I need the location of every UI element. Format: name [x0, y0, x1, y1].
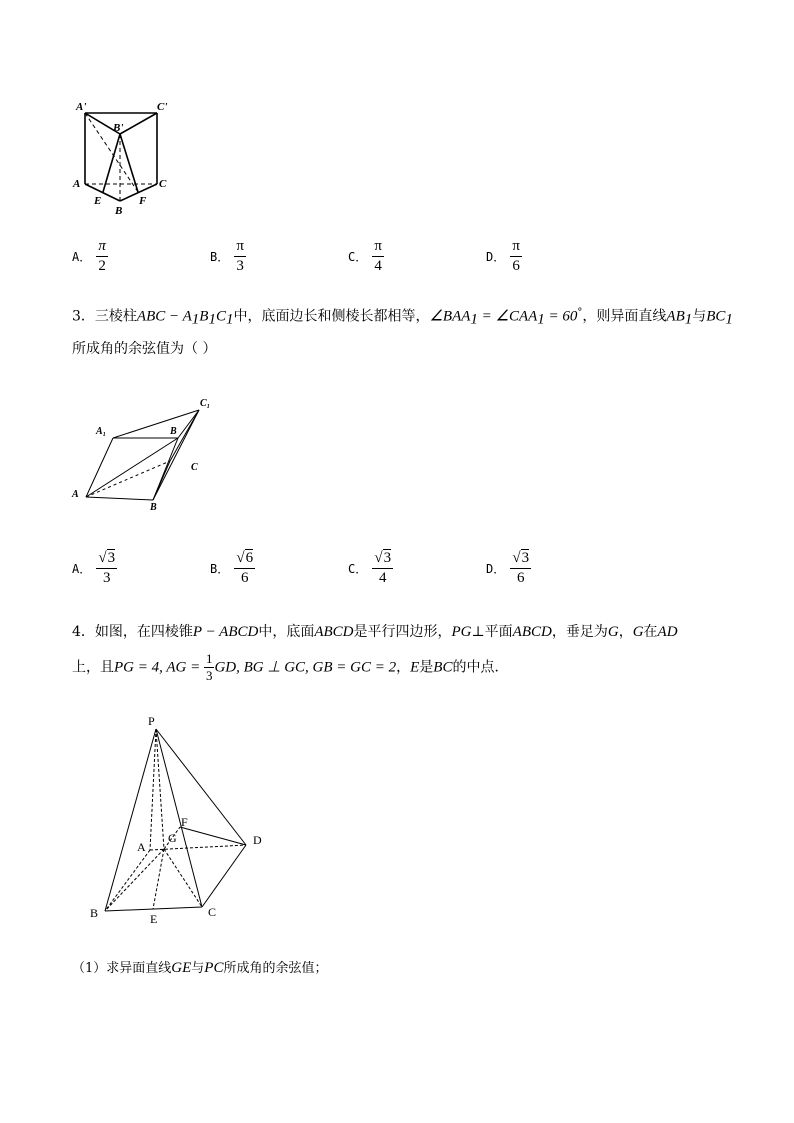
label-c-prime: C': [157, 101, 168, 113]
label-b: B: [115, 205, 123, 217]
q3-line2: 所成角的余弦值为（ ）: [72, 341, 217, 357]
label-a1: A₁: [96, 426, 107, 437]
label-b-prime: B': [113, 122, 124, 134]
label-c: C: [191, 462, 198, 473]
label-e: E: [94, 195, 102, 207]
label-c: C: [159, 178, 167, 190]
label-a: A: [72, 489, 79, 500]
label-e: E: [150, 912, 158, 926]
label-a: A: [73, 178, 81, 190]
q3-line1: 3．三棱柱ABC − $A_1B_1C_1$中，底面边长和侧棱长都相等，$\angle BAA_1$ = $\angle CAA_1 = 60^\circ$，则异面直线$AB_1$与$BC_1$: [72, 307, 733, 328]
q2-option-d: D． $\frac{\pi}{6}$: [486, 238, 520, 274]
q3-option-a: A． $\frac{√3}{3}$: [72, 550, 116, 586]
q4-subquestion-1: （1）求异面直线GE与PC所成角的余弦值；: [72, 960, 328, 976]
q3-option-c: C． $\frac{√3}{4}$: [348, 550, 392, 586]
q4-line2: 上，且PG = 4, AG = $\frac{1}{3}$ GD, BG ⊥ GC, GB = GC = 2，E是BC的中点．: [72, 651, 509, 683]
q2-option-b: B． $\frac{\pi}{3}$: [210, 238, 244, 274]
label-f: F: [139, 195, 147, 207]
q2-option-c: C． $\frac{\pi}{4}$: [348, 238, 382, 274]
label-b: B: [150, 502, 157, 513]
label-a: A: [137, 840, 146, 854]
label-c: C: [208, 905, 217, 919]
label-p: P: [148, 714, 155, 728]
q3-option-b: B． $\frac{√6}{6}$: [210, 550, 254, 586]
label-a-prime: A': [76, 101, 87, 113]
q2-option-a: A． $\frac{\pi}{2}$: [72, 238, 106, 274]
label-f: F: [181, 815, 188, 829]
label-b: B: [90, 906, 99, 920]
label-c1: C₁: [200, 398, 211, 409]
label-d: D: [253, 833, 262, 847]
label-g: G: [168, 831, 177, 845]
q4-line1: 4．如图，在四棱锥P − ABCD中，底面ABCD是平行四边形，PG⊥平面ABCD，垂足为G，G在AD: [72, 624, 678, 640]
label-b1: B: [170, 426, 177, 437]
q3-option-d: D． $\frac{√3}{6}$: [486, 550, 530, 586]
